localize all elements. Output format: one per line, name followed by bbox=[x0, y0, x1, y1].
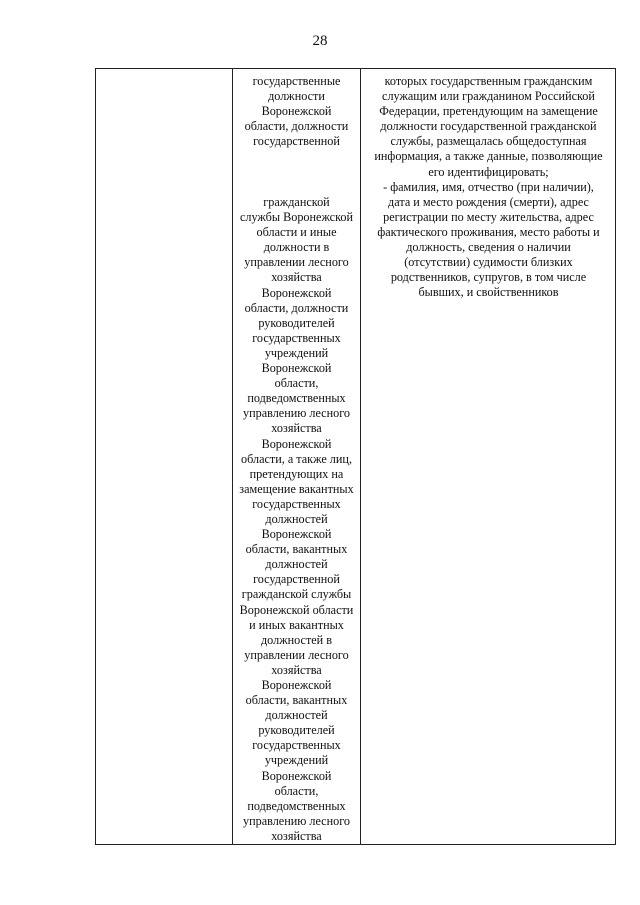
text-line: управлении лесного bbox=[244, 255, 349, 270]
text-line: служащим или гражданином Российской bbox=[382, 89, 595, 104]
text-line: и иных вакантных bbox=[249, 617, 344, 632]
text-line: Воронежской области bbox=[239, 602, 354, 617]
text-line: должностей bbox=[265, 557, 328, 572]
text-line: руководителей bbox=[258, 315, 335, 330]
text-line: государственные bbox=[252, 74, 341, 88]
text-line: должность, сведения о наличии bbox=[406, 240, 571, 255]
text-line: государственной bbox=[253, 134, 340, 149]
text-line: хозяйства bbox=[271, 270, 322, 285]
text-line: - фамилия, имя, отчество (при наличии), bbox=[383, 179, 594, 194]
text-line: его идентифицировать; bbox=[428, 164, 549, 179]
text-line: родственников, супругов, в том числе bbox=[390, 270, 587, 285]
text-line: информация, а также данные, позволяющие bbox=[374, 149, 603, 164]
text-line: замещение вакантных bbox=[239, 481, 354, 496]
text-line: Воронежской bbox=[261, 768, 332, 783]
text-line: подведомственных bbox=[247, 391, 346, 406]
text-line: должностей bbox=[265, 708, 328, 723]
text-line: области, должности bbox=[244, 300, 349, 315]
text-line: области, bbox=[274, 376, 319, 391]
text-line: подведомственных bbox=[247, 798, 346, 813]
text-line: области, а также лиц, bbox=[241, 451, 352, 466]
text-line: учреждений bbox=[264, 753, 329, 768]
text-line: учреждений bbox=[264, 345, 329, 360]
text-line: государственных bbox=[252, 738, 341, 753]
text-line: области, вакантных bbox=[245, 693, 348, 708]
text-line: службы, размещалась общедоступная bbox=[390, 134, 587, 149]
text-line: области и иные bbox=[256, 225, 337, 240]
text-line: регистрации по месту жительства, адрес bbox=[383, 209, 594, 224]
text-line: гражданской bbox=[263, 195, 330, 209]
text-line: хозяйства bbox=[271, 662, 322, 677]
cell-column3 bbox=[361, 74, 616, 300]
text-line: области, bbox=[274, 783, 319, 798]
text-line: претендующих на bbox=[249, 466, 344, 481]
document-table bbox=[95, 68, 616, 845]
text-line: должностей bbox=[265, 511, 328, 526]
text-line: службы Воронежской bbox=[240, 210, 353, 225]
text-line: Воронежской bbox=[261, 527, 332, 542]
text-line: бывших, и свойственников bbox=[418, 285, 559, 300]
text-line: должности государственной гражданской bbox=[380, 119, 597, 134]
text-line: управлению лесного bbox=[242, 813, 350, 828]
text-line: хозяйства bbox=[271, 828, 322, 843]
text-line: Воронежской bbox=[261, 436, 332, 451]
text-line: фактического проживания, место работы и bbox=[377, 224, 600, 239]
text-line: руководителей bbox=[258, 723, 335, 738]
text-line: должности bbox=[268, 89, 325, 104]
text-line: государственных bbox=[252, 330, 341, 345]
text-line: которых государственным гражданским bbox=[384, 74, 593, 88]
text-line: должностей в bbox=[260, 632, 333, 647]
text-line: Воронежской bbox=[261, 104, 332, 119]
text-line: должности в bbox=[263, 240, 330, 255]
text-line: дата и место рождения (смерти), адрес bbox=[388, 194, 589, 209]
text-line: (отсутствии) судимости близких bbox=[404, 255, 573, 270]
text-line: управлении лесного bbox=[244, 647, 349, 662]
text-line: Воронежской bbox=[261, 678, 332, 692]
page-number: 28 bbox=[312, 33, 328, 49]
text-line: государственной bbox=[253, 572, 340, 587]
text-line: гражданской службы bbox=[241, 587, 352, 602]
text-line: хозяйства bbox=[271, 421, 322, 436]
text-line: Федерации, претендующим на замещение bbox=[379, 104, 598, 119]
text-line: государственных bbox=[252, 496, 341, 511]
text-line: области, вакантных bbox=[245, 542, 348, 557]
text-line: Воронежской bbox=[261, 361, 332, 376]
cell-column2-bottom bbox=[233, 195, 360, 844]
cell-column2-top bbox=[233, 74, 360, 149]
text-line: Воронежской bbox=[261, 285, 332, 300]
text-line: управлению лесного bbox=[242, 406, 350, 421]
text-line: области, должности bbox=[244, 119, 349, 134]
